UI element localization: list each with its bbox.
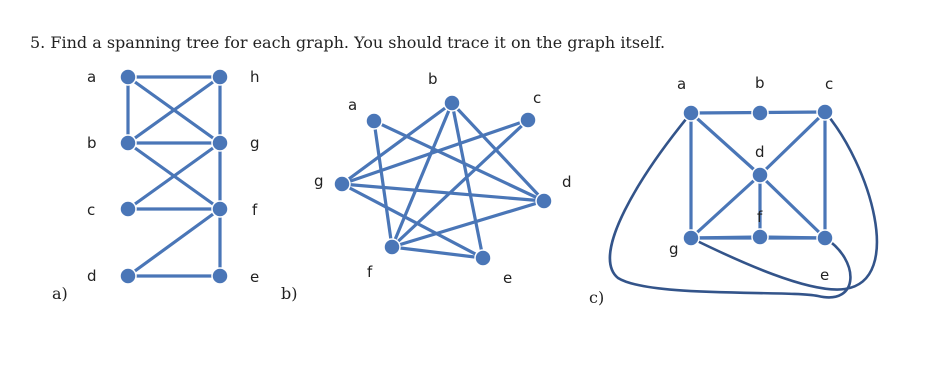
vertex-label-e: e: [250, 268, 260, 286]
vertex-d: [752, 167, 768, 183]
vertex-label-d: d: [87, 267, 97, 285]
edge-c-d: [760, 112, 825, 175]
vertex-label-a: a: [87, 68, 97, 86]
vertex-g: [212, 135, 228, 151]
vertex-label-a: a: [677, 75, 687, 93]
vertex-label-c: c: [87, 201, 96, 219]
graph-b: [281, 70, 572, 303]
edge-a-d: [691, 113, 760, 175]
vertex-b: [120, 135, 136, 151]
vertex-label-d: d: [562, 173, 572, 191]
vertex-c: [520, 112, 536, 128]
vertex-label-e: e: [820, 266, 830, 284]
vertex-a: [366, 113, 382, 129]
vertex-g: [334, 176, 350, 192]
vertex-e: [212, 268, 228, 284]
edge-b-e: [452, 103, 483, 258]
vertex-a: [683, 105, 699, 121]
vertex-label-f: f: [757, 208, 763, 226]
graph-a-edges: [128, 77, 220, 276]
vertex-h: [212, 69, 228, 85]
vertex-label-f: f: [367, 263, 373, 281]
edge-f-d: [128, 209, 220, 276]
part-label-b: b): [281, 284, 298, 303]
edge-a-e: [610, 113, 850, 297]
part-label-c: c): [589, 288, 605, 307]
vertex-b: [752, 105, 768, 121]
vertex-label-e: e: [503, 269, 513, 287]
vertex-label-b: b: [87, 134, 97, 152]
vertex-label-g: g: [250, 134, 260, 152]
vertex-c: [120, 201, 136, 217]
vertex-f: [212, 201, 228, 217]
vertex-d: [536, 193, 552, 209]
graph-c: [589, 74, 877, 307]
vertex-b: [444, 95, 460, 111]
vertex-e: [817, 230, 833, 246]
vertex-label-b: b: [755, 74, 765, 92]
vertex-label-f: f: [252, 201, 258, 219]
vertex-label-d: d: [755, 143, 765, 161]
vertex-f: [752, 229, 768, 245]
vertex-f: [384, 239, 400, 255]
vertex-label-c: c: [825, 75, 834, 93]
edge-d-g: [691, 175, 760, 238]
edge-d-e: [760, 175, 825, 238]
part-label-a: a): [52, 284, 68, 303]
vertex-g: [683, 230, 699, 246]
problem-prompt: 5. Find a spanning tree for each graph. You should trace it on the graph itself.: [30, 33, 666, 52]
edge-a-f: [374, 121, 392, 247]
vertex-label-a: a: [348, 96, 358, 114]
graph-c-edges: [610, 112, 877, 297]
vertex-label-b: b: [428, 70, 438, 88]
graph-a: [52, 68, 260, 303]
vertex-label-h: h: [250, 68, 260, 86]
vertex-label-g: g: [669, 240, 679, 258]
vertex-c: [817, 104, 833, 120]
vertex-label-c: c: [533, 89, 542, 107]
vertex-label-g: g: [314, 172, 324, 190]
vertex-d: [120, 268, 136, 284]
vertex-e: [475, 250, 491, 266]
vertex-a: [120, 69, 136, 85]
